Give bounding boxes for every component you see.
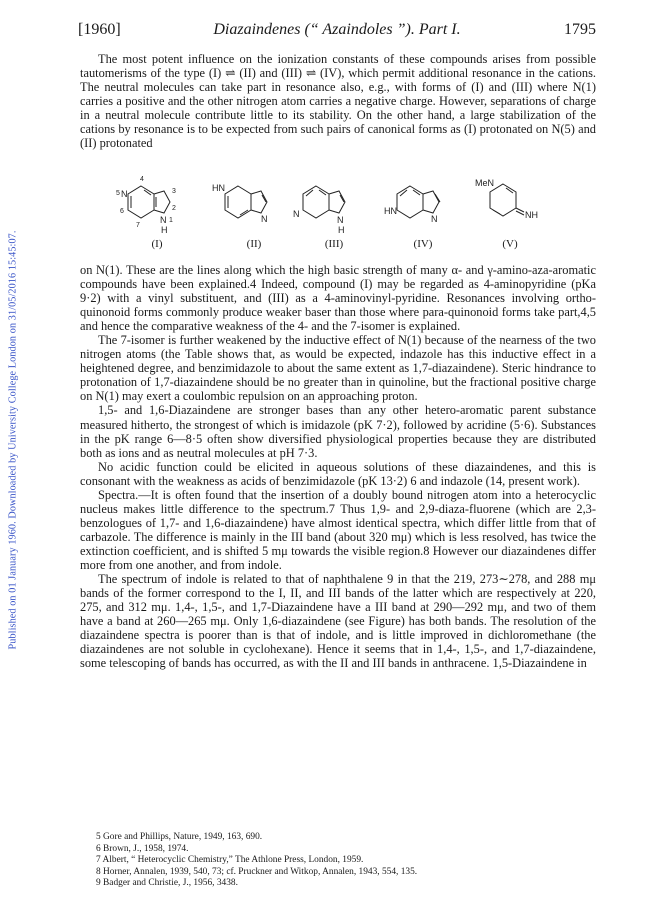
svg-text:HN: HN <box>384 206 397 216</box>
svg-text:5: 5 <box>116 190 120 197</box>
structure-I <box>116 176 176 235</box>
page-number: 1795 <box>564 21 596 38</box>
footnote: 5 Gore and Phillips, Nature, 1949, 163, 690. <box>96 832 263 842</box>
structure-II <box>212 183 268 224</box>
footnote: 8 Horner, Annalen, 1939, 540, 73; cf. Pruckner and Witkop, Annalen, 1943, 554, 135. <box>96 866 418 877</box>
structure-V <box>475 178 538 220</box>
svg-text:HN: HN <box>212 183 225 193</box>
caption-II: (II) <box>246 238 262 250</box>
paragraph: No acidic function could be elicited in aqueous solutions of these diazaindenes, and this is consonant with the weakness as acids of benzimidazole (pK 13·2) 6 and indazole (14, present work). <box>80 459 596 488</box>
svg-text:4: 4 <box>140 176 144 183</box>
structure-captions <box>80 238 596 252</box>
footnote: 7 Albert, “ Heterocyclic Chemistry,” The Athlone Press, London, 1959. <box>96 855 364 866</box>
svg-text:H: H <box>338 225 345 235</box>
caption-V: (V) <box>502 238 518 250</box>
svg-text:7: 7 <box>136 222 140 229</box>
svg-text:N: N <box>293 209 300 219</box>
intro-text <box>80 52 596 150</box>
footnote: 9 Badger and Christie, J., 1956, 3438. <box>96 878 238 889</box>
provenance-note: Published on 01 January 1960. Downloaded by University College London on 31/05/2016 15:45:07. <box>7 230 19 650</box>
caption-III: (III) <box>324 238 344 250</box>
paragraph: on N(1). These are the lines along which the high basic strength of many α- and γ-amino-aza-aromatic compounds have been explained.4 Indeed, compound (I) may be regarded as 4-aminopyridine (pKa 9·2) with a vinyl substituent, and (III) as a 4-aminovinyl-pyridine. Resonances involving ortho-quinonoid forms commonly produce weaker baser than those where para-quinonoid forms take part,4,5 and hence the comparative weakness of the 4- and the 7-isomer is explained. <box>80 263 596 334</box>
footnotes <box>96 832 596 890</box>
body-text <box>80 263 596 670</box>
structure-figure <box>80 170 596 252</box>
svg-text:N: N <box>160 215 167 225</box>
svg-text:6: 6 <box>120 208 124 215</box>
header-title: Diazaindenes (“ Azaindoles ”). Part I. <box>213 21 461 38</box>
structures-drawing <box>80 170 596 238</box>
provenance-sidebar <box>6 120 20 760</box>
paragraph: Spectra.—It is often found that the insertion of a doubly bound nitrogen atom into a heterocyclic nucleus makes little difference to the spectrum.7 Thus 1,9- and 2,9-diaza-fluorene (which are 2,3-benzologues of 1,7- and 1,6-diazaindene) have almost identical spectra, which differ little from that of carbazole. The difference is mainly in the III band (about 320 mμ) which is less resolved, has twice the extinction coefficient, and is shifted 5 mμ towards the visible region.8 However our diazaindenes differ more from one another, and from indole. <box>80 487 596 572</box>
svg-text:N: N <box>337 215 344 225</box>
paragraph: The spectrum of indole is related to that of naphthalene 9 in that the 219, 273∼278, and 288 mμ bands of the former correspond to the I, II, and III bands of the latter which are respectively at 220, 275, and 312 mμ. 1,4-, 1,5-, and 1,7-Diazaindene have a III band at 290—292 mμ, and two of them have a band at 260—265 mμ. Only 1,6-diazaindene (see Figure) has both bands. The resolution of the diazaindene spectra is poorer than is that of indole, and is little improved in dichloromethane (the diazaindenes are not soluble in cyclohexane). Hence it seems that in 1,4-, 1,5-, and 1,7-diazaindene, some telescoping of bands has occurred, as with the II and III bands in anthracene. 1,5-Diazaindene in <box>80 572 596 671</box>
svg-text:NH: NH <box>525 210 538 220</box>
caption-IV: (IV) <box>413 238 433 250</box>
running-header <box>78 21 596 43</box>
header-year: [1960] <box>78 21 121 38</box>
intro-paragraph: The most potent influence on the ionization constants of these compounds arises from possible tautomerisms of the type (I) ⇌ (II) and (III) ⇌ (IV), which permit additional resonance in the cations. The neutral molecules can take part in resonance also, e.g., with forms of (I) and (III) where N(1) carries a positive and the other nitrogen atom carries a negative charge. However, separations of charge in a neutral molecule contribute little to its stability. On the other hand, a large stabilization of the cations by resonance is to be expected from such pairs of canonical forms as (I) protonated on N(5) and (II) protonated <box>80 52 596 151</box>
footnote: 6 Brown, J., 1958, 1974. <box>96 843 189 854</box>
svg-text:3: 3 <box>172 188 176 195</box>
structure-III <box>293 186 345 235</box>
caption-I: (I) <box>151 238 163 250</box>
svg-text:2: 2 <box>172 205 176 212</box>
svg-text:N: N <box>431 214 438 224</box>
svg-text:1: 1 <box>169 217 173 224</box>
svg-text:N: N <box>261 214 268 224</box>
svg-text:MeN: MeN <box>475 178 495 188</box>
svg-text:H: H <box>161 225 168 235</box>
svg-text:N: N <box>121 189 128 199</box>
structure-IV <box>384 186 440 224</box>
paragraph: The 7-isomer is further weakened by the inductive effect of N(1) because of the nearness of the two nitrogen atoms (the Table shows that, as would be expected, indazole has this inductive effect in a heightened degree, and benzimidazole to about the same extent as 1,7-diazaindene). Steric hindrance to protonation of 1,7-diazaindene should be no greater than in quinoline, but the fractional positive charge on N(1) may exert a coulombic repulsion on an approaching proton. <box>80 333 596 404</box>
paragraph: 1,5- and 1,6-Diazaindene are stronger bases than any other hetero-aromatic parent substance measured hitherto, the strongest of which is imidazole (pK 7·2), followed by acridine (5·6). Substances in the pK range 6—8·5 often show diversified physiological properties because they are distributed both as ions and as neutral molecules at pH 7·3. <box>80 403 596 460</box>
